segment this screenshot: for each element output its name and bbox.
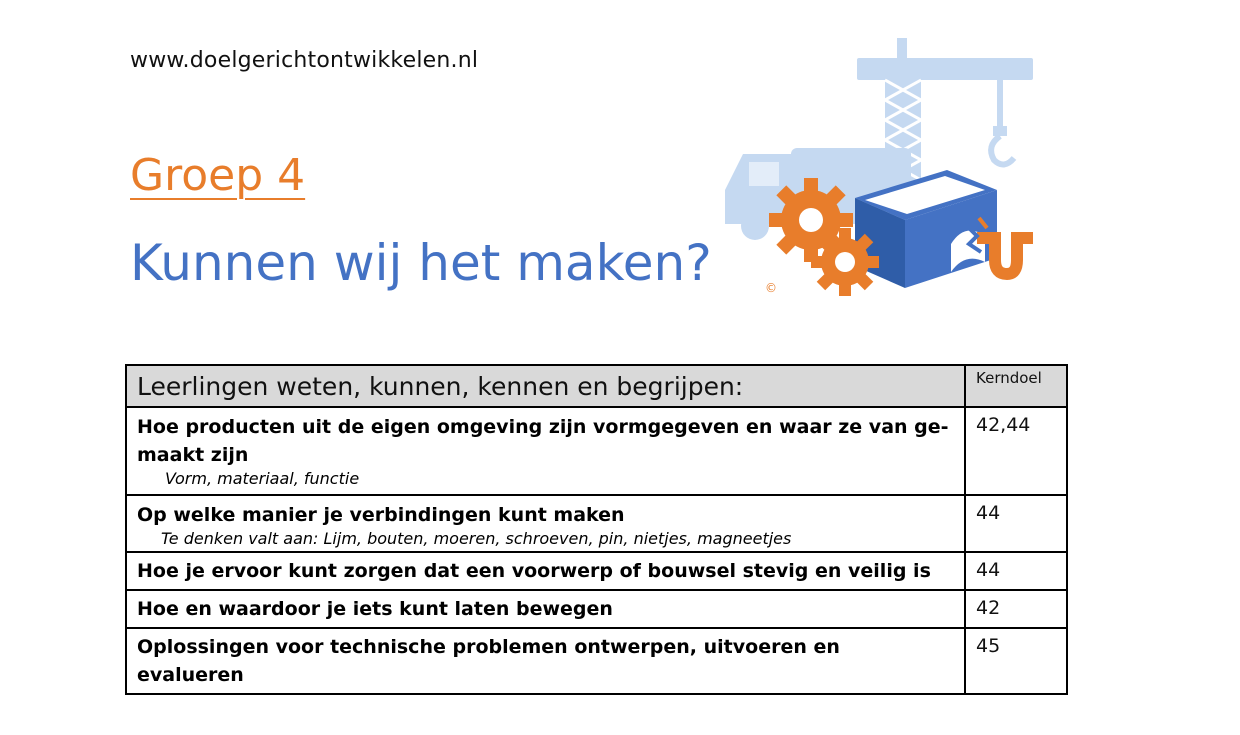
goal-cell (126, 590, 965, 628)
table-row (126, 552, 1067, 590)
code-cell (965, 590, 1067, 628)
goal-code: 42,44 (976, 414, 1031, 436)
website-url[interactable]: www.doelgerichtontwikkelen.nl (130, 48, 479, 73)
goal-title: Hoe je ervoor kunt zorgen dat een voorwerp of bouwsel stevig en veilig is (137, 560, 931, 582)
learning-goals-table (125, 364, 1068, 695)
goal-cell (126, 552, 965, 590)
code-cell (965, 552, 1067, 590)
code-cell (965, 628, 1067, 694)
header-cell-code (965, 365, 1067, 407)
group-title: Groep 4 (130, 150, 306, 201)
table-row (126, 407, 1067, 495)
goal-code: 44 (976, 559, 1001, 581)
header-cell-goals (126, 365, 965, 407)
code-cell (965, 495, 1067, 552)
goal-code: 42 (976, 597, 1001, 619)
goal-title: Op welke manier je verbindingen kunt maken (137, 504, 625, 526)
goal-subtitle: Te denken valt aan: Lijm, bouten, moeren, schroeven, pin, nietjes, magneetjes (161, 529, 792, 548)
header-label: Leerlingen weten, kunnen, kennen en begrijpen: (137, 372, 744, 401)
table-row (126, 495, 1067, 552)
table-row (126, 628, 1067, 694)
table-row (126, 590, 1067, 628)
table-header-row (126, 365, 1067, 407)
goal-title: Hoe en waardoor je iets kunt laten bewegen (137, 598, 613, 620)
goal-subtitle: Vorm, materiaal, functie (165, 469, 360, 488)
goal-code: 45 (976, 635, 1001, 657)
goal-cell (126, 628, 965, 694)
header-code-label: Kerndoel (976, 369, 1042, 387)
main-title: Kunnen wij het maken? (130, 234, 712, 292)
goal-title: Oplossingen voor technische problemen ontwerpen, uitvoeren en evalueren (137, 636, 840, 686)
goal-title: Hoe producten uit de eigen omgeving zijn vormgegeven en waar ze van ge-maakt zijn (137, 416, 949, 466)
copyright-mark: © (765, 281, 777, 295)
technology-illustration (715, 30, 1045, 302)
goal-code: 44 (976, 502, 1001, 524)
goal-cell (126, 495, 965, 552)
code-cell (965, 407, 1067, 495)
goal-cell (126, 407, 965, 495)
